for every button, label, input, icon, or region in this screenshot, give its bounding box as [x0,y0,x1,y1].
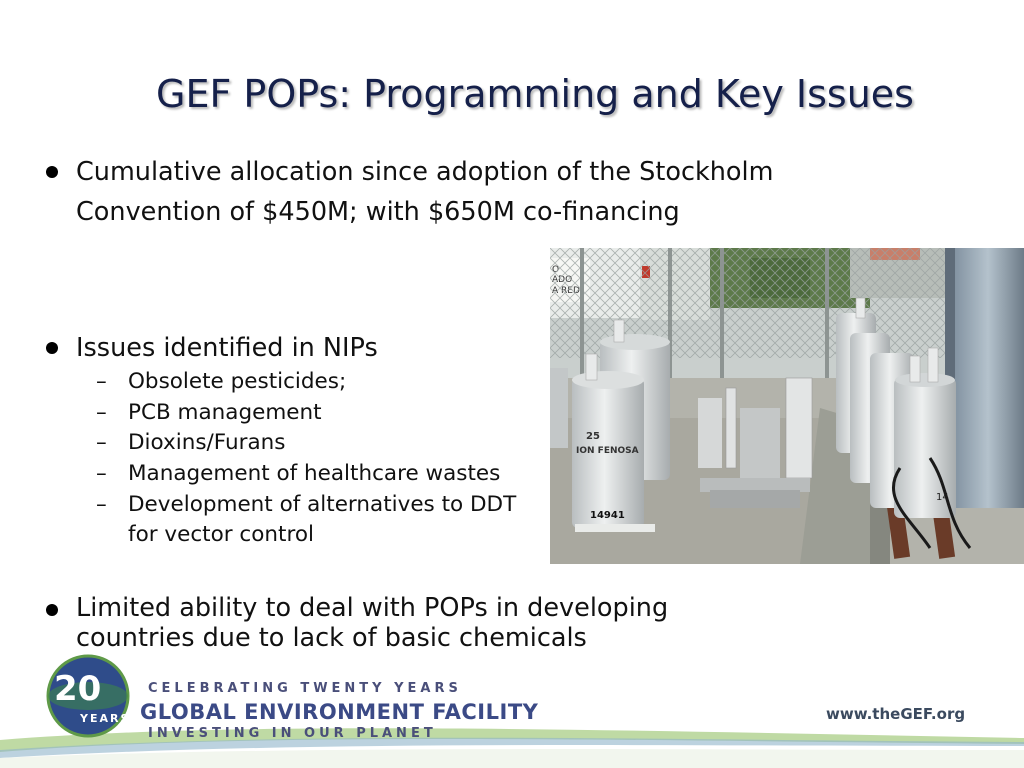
logo-number: 20 [54,669,102,709]
sub-bullet-text: Development of alternatives to DDT [128,492,517,517]
dash-icon: – [96,430,107,455]
bullet-text: Limited ability to deal with POPs in developing countries due to lack of basic chemicals [76,593,669,653]
sub-bullet-text: Management of healthcare wastes [128,461,501,486]
logo-years: YEARS [80,712,131,725]
dash-icon: – [96,369,107,394]
transformer-photo [550,248,1024,564]
footer-celebrating: CELEBRATING TWENTY YEARS [148,681,462,696]
tank-label: 14 [936,492,949,503]
footer-url-link[interactable]: www.theGEF.org [826,705,966,723]
bullet-dot-icon [46,342,58,354]
sub-bullet-text: Dioxins/Furans [128,430,286,455]
dash-icon: – [96,492,107,517]
gef-20-years-logo [40,652,140,738]
tank-label: ION FENOSA [576,446,639,456]
sub-bullet-text: for vector control [128,522,314,547]
bullet-dot-icon [46,166,58,178]
dash-icon: – [96,461,107,486]
tank-label: 25 [586,431,600,442]
bullet-text: Issues identified in NIPs [76,333,378,363]
tank-label: 14941 [590,510,625,521]
slide-title: GEF POPs: Programming and Key Issues [156,72,914,116]
footer-org-name: GLOBAL ENVIRONMENT FACILITY [140,700,539,724]
sub-bullet-text: PCB management [128,400,322,425]
bullet-dot-icon [46,604,58,616]
sub-bullet-text: Obsolete pesticides; [128,369,347,394]
footer-tagline: INVESTING IN OUR PLANET [148,726,437,741]
bullet-text: Cumulative allocation since adoption of the Stockholm Convention of $450M; with $650M co-financing [76,157,774,227]
dash-icon: – [96,400,107,425]
